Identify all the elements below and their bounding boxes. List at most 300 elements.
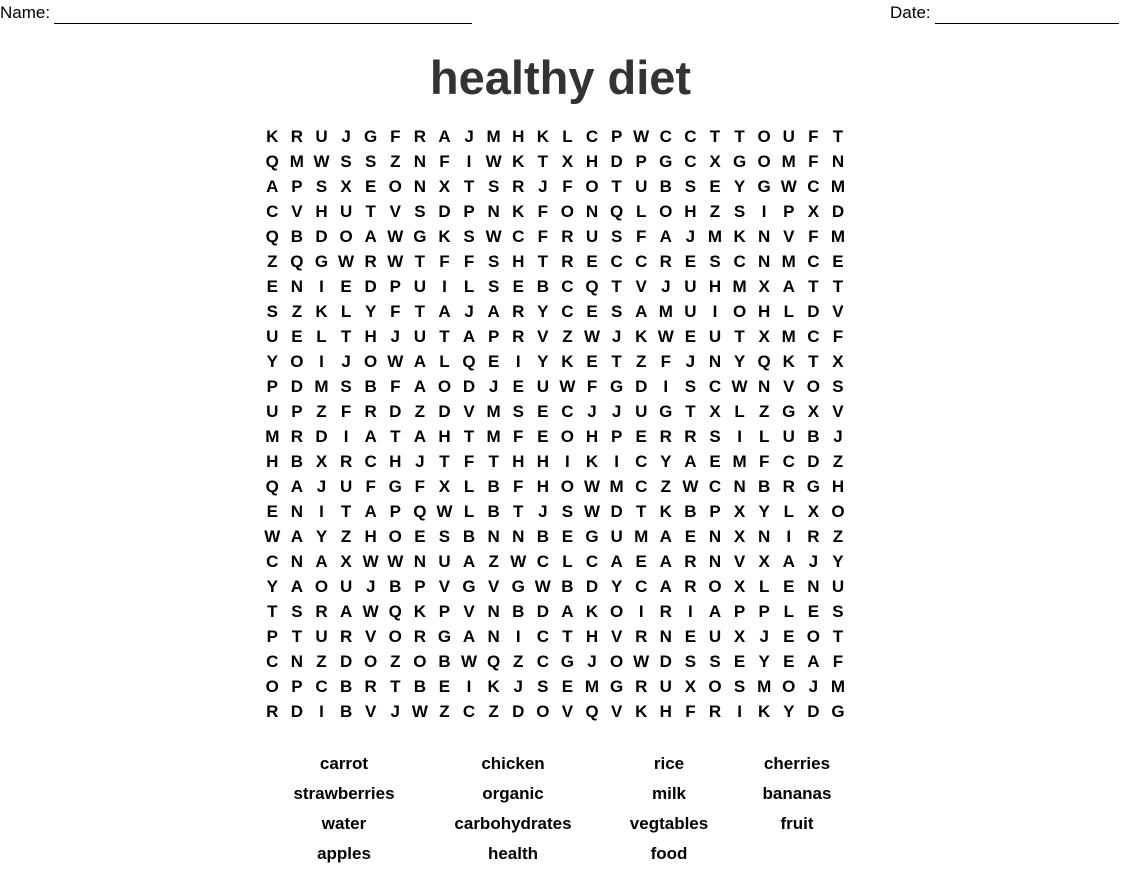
grid-letter[interactable]: C <box>536 627 549 646</box>
grid-letter[interactable]: U <box>610 527 623 546</box>
grid-letter[interactable]: W <box>338 252 355 271</box>
grid-letter[interactable]: X <box>709 152 721 171</box>
grid-letter[interactable]: Y <box>832 552 844 571</box>
grid-letter[interactable]: M <box>732 277 747 296</box>
grid-letter[interactable]: A <box>462 327 476 346</box>
grid-letter[interactable]: W <box>362 552 379 571</box>
grid-letter[interactable]: R <box>339 452 353 471</box>
grid-letter[interactable]: H <box>585 627 599 646</box>
grid-letter[interactable]: D <box>610 502 623 521</box>
grid-letter[interactable]: R <box>339 627 353 646</box>
grid-letter[interactable]: Q <box>462 352 476 371</box>
grid-letter[interactable]: T <box>340 502 352 521</box>
grid-letter[interactable]: B <box>413 677 426 696</box>
grid-letter[interactable]: O <box>732 302 747 321</box>
grid-letter[interactable]: K <box>782 352 795 371</box>
grid-letter[interactable]: H <box>708 277 722 296</box>
grid-letter[interactable]: F <box>439 152 450 171</box>
grid-letter[interactable]: X <box>832 352 844 371</box>
grid-letter[interactable]: H <box>659 702 672 721</box>
grid-letter[interactable]: C <box>708 477 722 496</box>
grid-letter[interactable]: W <box>559 377 576 396</box>
grid-letter[interactable]: A <box>659 527 672 546</box>
grid-letter[interactable]: V <box>733 552 746 571</box>
grid-letter[interactable]: A <box>364 502 377 521</box>
grid-letter[interactable]: V <box>783 227 795 246</box>
grid-letter[interactable]: R <box>413 627 426 646</box>
grid-letter[interactable]: M <box>486 427 501 446</box>
grid-letter[interactable]: P <box>709 502 721 521</box>
grid-letter[interactable]: T <box>537 152 549 171</box>
grid-letter[interactable]: R <box>561 227 574 246</box>
grid-letter[interactable]: C <box>610 252 623 271</box>
grid-letter[interactable]: L <box>562 552 573 571</box>
grid-letter[interactable]: G <box>806 477 820 496</box>
grid-letter[interactable]: R <box>659 602 672 621</box>
grid-letter[interactable]: J <box>538 502 548 521</box>
grid-letter[interactable]: Y <box>733 352 746 371</box>
grid-letter[interactable]: G <box>388 477 402 496</box>
grid-letter[interactable]: R <box>290 427 304 446</box>
grid-letter[interactable]: W <box>583 502 601 521</box>
grid-letter[interactable]: S <box>340 152 352 171</box>
grid-letter[interactable]: X <box>438 477 451 496</box>
grid-letter[interactable]: E <box>783 577 795 596</box>
grid-letter[interactable]: G <box>609 677 624 696</box>
grid-letter[interactable]: L <box>758 577 770 596</box>
grid-letter[interactable]: E <box>438 677 451 696</box>
grid-letter[interactable]: U <box>438 552 451 571</box>
grid-letter[interactable]: U <box>782 127 795 146</box>
grid-letter[interactable]: K <box>585 602 599 621</box>
grid-letter[interactable]: L <box>463 502 475 521</box>
grid-letter[interactable]: N <box>585 202 599 221</box>
grid-letter[interactable]: O <box>659 202 673 221</box>
grid-letter[interactable]: U <box>831 577 845 596</box>
grid-letter[interactable]: E <box>684 527 697 546</box>
grid-letter[interactable]: F <box>340 402 352 421</box>
grid-letter[interactable]: I <box>319 702 324 721</box>
grid-letter[interactable]: A <box>438 127 451 146</box>
grid-letter[interactable]: X <box>733 527 746 546</box>
grid-letter[interactable]: T <box>439 327 450 346</box>
grid-letter[interactable]: K <box>487 677 500 696</box>
grid-letter[interactable]: S <box>340 377 352 396</box>
grid-letter[interactable]: G <box>437 627 452 646</box>
grid-letter[interactable]: A <box>782 552 795 571</box>
grid-letter[interactable]: S <box>512 402 524 421</box>
grid-letter[interactable]: B <box>438 652 451 671</box>
grid-letter[interactable]: Z <box>660 477 671 496</box>
grid-letter[interactable]: G <box>732 152 747 171</box>
grid-letter[interactable]: Z <box>832 452 844 471</box>
grid-letter[interactable]: Q <box>757 352 771 371</box>
grid-letter[interactable]: W <box>583 477 601 496</box>
grid-letter[interactable]: O <box>757 152 771 171</box>
grid-letter[interactable]: C <box>659 127 672 146</box>
grid-letter[interactable]: E <box>684 627 697 646</box>
grid-letter[interactable]: A <box>635 302 648 321</box>
grid-letter[interactable]: B <box>290 452 304 471</box>
grid-letter[interactable]: I <box>442 277 447 296</box>
grid-letter[interactable]: I <box>466 677 472 696</box>
grid-letter[interactable]: O <box>708 677 722 696</box>
grid-letter[interactable]: I <box>663 377 669 396</box>
grid-letter[interactable]: R <box>561 252 574 271</box>
grid-letter[interactable]: D <box>610 152 623 171</box>
grid-letter[interactable]: J <box>464 127 474 146</box>
grid-letter[interactable]: H <box>831 477 845 496</box>
grid-letter[interactable]: A <box>315 552 328 571</box>
grid-letter[interactable]: F <box>808 227 819 246</box>
grid-letter[interactable]: E <box>783 652 795 671</box>
grid-letter[interactable]: O <box>782 677 796 696</box>
grid-letter[interactable]: M <box>314 377 329 396</box>
grid-letter[interactable]: T <box>537 252 549 271</box>
grid-letter[interactable]: T <box>267 602 278 621</box>
grid-letter[interactable]: E <box>586 252 598 271</box>
grid-letter[interactable]: J <box>661 277 671 296</box>
grid-letter[interactable]: K <box>758 702 771 721</box>
grid-letter[interactable]: C <box>266 552 279 571</box>
grid-letter[interactable]: W <box>387 252 404 271</box>
grid-letter[interactable]: X <box>315 452 328 471</box>
grid-letter[interactable]: U <box>659 677 672 696</box>
grid-letter[interactable]: K <box>512 152 525 171</box>
grid-letter[interactable]: Y <box>733 177 746 196</box>
grid-letter[interactable]: H <box>536 477 549 496</box>
grid-letter[interactable]: D <box>462 377 476 396</box>
grid-letter[interactable]: B <box>290 227 304 246</box>
grid-letter[interactable]: J <box>464 302 474 321</box>
grid-letter[interactable]: O <box>265 677 279 696</box>
grid-letter[interactable]: R <box>290 127 304 146</box>
grid-letter[interactable]: B <box>561 577 574 596</box>
grid-letter[interactable]: B <box>684 502 697 521</box>
grid-letter[interactable]: M <box>830 177 846 196</box>
grid-letter[interactable]: X <box>438 177 451 196</box>
grid-letter[interactable]: M <box>757 677 772 696</box>
grid-letter[interactable]: C <box>364 452 377 471</box>
grid-letter[interactable]: R <box>364 402 377 421</box>
grid-letter[interactable]: T <box>808 277 819 296</box>
grid-letter[interactable]: M <box>781 327 796 346</box>
grid-letter[interactable]: C <box>635 252 648 271</box>
grid-letter[interactable]: Z <box>390 652 401 671</box>
grid-letter[interactable]: N <box>487 527 500 546</box>
grid-letter[interactable]: S <box>733 677 746 696</box>
grid-letter[interactable]: A <box>561 602 574 621</box>
grid-letter[interactable]: Z <box>414 402 426 421</box>
grid-letter[interactable]: T <box>685 402 696 421</box>
grid-letter[interactable]: V <box>487 577 500 596</box>
grid-letter[interactable]: W <box>682 477 699 496</box>
grid-letter[interactable]: F <box>832 652 844 671</box>
grid-letter[interactable]: J <box>759 627 769 646</box>
grid-letter[interactable]: S <box>487 252 500 271</box>
grid-letter[interactable]: T <box>488 452 499 471</box>
grid-letter[interactable]: O <box>339 227 353 246</box>
grid-letter[interactable]: I <box>319 352 324 371</box>
grid-letter[interactable]: D <box>807 302 820 321</box>
grid-letter[interactable]: U <box>782 427 795 446</box>
grid-letter[interactable]: Z <box>267 252 278 271</box>
grid-letter[interactable]: Z <box>340 527 352 546</box>
grid-letter[interactable]: N <box>831 152 845 171</box>
grid-letter[interactable]: M <box>830 677 846 696</box>
grid-letter[interactable]: E <box>537 402 549 421</box>
grid-letter[interactable]: F <box>832 327 844 346</box>
grid-letter[interactable]: Q <box>388 602 402 621</box>
grid-letter[interactable]: V <box>389 202 401 221</box>
grid-letter[interactable]: G <box>511 577 525 596</box>
grid-letter[interactable]: K <box>561 352 574 371</box>
grid-letter[interactable]: O <box>806 377 820 396</box>
grid-letter[interactable]: W <box>264 527 281 546</box>
grid-letter[interactable]: S <box>684 177 697 196</box>
grid-letter[interactable]: Y <box>660 452 672 471</box>
grid-letter[interactable]: A <box>684 452 697 471</box>
grid-letter[interactable]: A <box>266 177 279 196</box>
grid-letter[interactable]: U <box>585 227 599 246</box>
grid-letter[interactable]: O <box>585 177 599 196</box>
grid-letter[interactable]: V <box>291 202 303 221</box>
grid-letter[interactable]: B <box>487 477 500 496</box>
grid-letter[interactable]: X <box>709 402 721 421</box>
grid-letter[interactable]: J <box>587 652 597 671</box>
grid-letter[interactable]: H <box>684 202 697 221</box>
grid-letter[interactable]: T <box>611 352 622 371</box>
grid-letter[interactable]: H <box>438 427 451 446</box>
grid-letter[interactable]: I <box>319 502 324 521</box>
grid-letter[interactable]: X <box>733 577 746 596</box>
grid-letter[interactable]: F <box>586 377 598 396</box>
grid-letter[interactable]: T <box>414 252 426 271</box>
grid-letter[interactable]: I <box>737 427 742 446</box>
grid-letter[interactable]: B <box>364 377 377 396</box>
grid-letter[interactable]: R <box>635 677 648 696</box>
grid-letter[interactable]: A <box>708 602 722 621</box>
grid-letter[interactable]: C <box>561 302 574 321</box>
grid-letter[interactable]: J <box>808 552 819 571</box>
grid-letter[interactable]: V <box>463 402 475 421</box>
grid-letter[interactable]: K <box>733 227 746 246</box>
grid-letter[interactable]: Y <box>758 652 770 671</box>
grid-letter[interactable]: T <box>562 627 573 646</box>
grid-letter[interactable]: B <box>758 477 771 496</box>
grid-letter[interactable]: P <box>610 127 623 146</box>
grid-letter[interactable]: J <box>415 452 425 471</box>
grid-letter[interactable]: E <box>586 352 598 371</box>
grid-letter[interactable]: C <box>536 552 549 571</box>
grid-letter[interactable]: L <box>463 277 475 296</box>
grid-letter[interactable]: R <box>807 527 820 546</box>
grid-letter[interactable]: D <box>438 202 451 221</box>
grid-letter[interactable]: E <box>709 452 721 471</box>
grid-letter[interactable]: O <box>290 352 304 371</box>
grid-letter[interactable]: D <box>389 402 402 421</box>
grid-letter[interactable]: S <box>733 202 746 221</box>
grid-letter[interactable]: H <box>758 302 771 321</box>
grid-letter[interactable]: P <box>438 602 451 621</box>
grid-letter[interactable]: L <box>783 502 794 521</box>
grid-letter[interactable]: I <box>319 277 324 296</box>
grid-letter[interactable]: R <box>364 677 377 696</box>
grid-letter[interactable]: M <box>486 127 501 146</box>
grid-letter[interactable]: O <box>560 427 575 446</box>
grid-letter[interactable]: K <box>635 702 648 721</box>
grid-letter[interactable]: L <box>463 477 475 496</box>
grid-letter[interactable]: D <box>585 577 599 596</box>
grid-letter[interactable]: O <box>609 602 624 621</box>
grid-letter[interactable]: E <box>684 252 697 271</box>
grid-letter[interactable]: S <box>315 177 328 196</box>
grid-letter[interactable]: K <box>585 452 599 471</box>
grid-letter[interactable]: D <box>364 277 377 296</box>
grid-letter[interactable]: O <box>806 627 820 646</box>
grid-letter[interactable]: B <box>659 177 672 196</box>
grid-letter[interactable]: V <box>610 627 623 646</box>
grid-letter[interactable]: I <box>688 602 693 621</box>
grid-letter[interactable]: D <box>831 202 845 221</box>
grid-letter[interactable]: W <box>583 327 601 346</box>
grid-letter[interactable]: H <box>512 252 525 271</box>
grid-letter[interactable]: V <box>365 702 377 721</box>
grid-letter[interactable]: C <box>807 327 820 346</box>
grid-letter[interactable]: T <box>734 127 745 146</box>
grid-letter[interactable]: V <box>463 602 475 621</box>
grid-letter[interactable]: K <box>512 202 525 221</box>
grid-letter[interactable]: V <box>561 702 574 721</box>
grid-letter[interactable]: I <box>565 452 570 471</box>
grid-letter[interactable]: N <box>733 477 746 496</box>
grid-letter[interactable]: E <box>512 277 524 296</box>
grid-letter[interactable]: R <box>512 302 525 321</box>
grid-letter[interactable]: V <box>832 402 844 421</box>
grid-letter[interactable]: J <box>685 227 696 246</box>
grid-letter[interactable]: F <box>636 227 647 246</box>
grid-letter[interactable]: D <box>315 227 328 246</box>
grid-letter[interactable]: V <box>365 627 377 646</box>
grid-letter[interactable]: G <box>782 402 796 421</box>
grid-letter[interactable]: F <box>390 377 401 396</box>
grid-letter[interactable]: F <box>808 127 819 146</box>
grid-letter[interactable]: B <box>487 502 500 521</box>
grid-letter[interactable]: J <box>808 677 819 696</box>
grid-letter[interactable]: N <box>487 602 500 621</box>
grid-letter[interactable]: H <box>585 427 599 446</box>
grid-letter[interactable]: V <box>537 327 549 346</box>
grid-letter[interactable]: X <box>733 627 746 646</box>
grid-letter[interactable]: M <box>658 302 673 321</box>
grid-letter[interactable]: P <box>487 327 500 346</box>
grid-letter[interactable]: Q <box>265 152 279 171</box>
grid-letter[interactable]: F <box>758 452 770 471</box>
grid-letter[interactable]: S <box>832 602 844 621</box>
grid-letter[interactable]: T <box>439 452 450 471</box>
grid-letter[interactable]: Z <box>291 302 303 321</box>
grid-letter[interactable]: C <box>635 577 648 596</box>
grid-letter[interactable]: N <box>290 502 304 521</box>
grid-letter[interactable]: X <box>758 327 770 346</box>
grid-letter[interactable]: O <box>413 652 427 671</box>
grid-letter[interactable]: E <box>807 602 820 621</box>
grid-letter[interactable]: S <box>709 652 721 671</box>
grid-letter[interactable]: U <box>339 202 353 221</box>
grid-letter[interactable]: Q <box>609 202 624 221</box>
grid-letter[interactable]: L <box>562 127 573 146</box>
grid-letter[interactable]: D <box>536 602 549 621</box>
grid-letter[interactable]: D <box>290 702 304 721</box>
grid-letter[interactable]: F <box>685 702 696 721</box>
grid-letter[interactable]: F <box>808 152 819 171</box>
grid-letter[interactable]: U <box>708 627 722 646</box>
grid-letter[interactable]: O <box>536 702 550 721</box>
grid-letter[interactable]: T <box>390 677 401 696</box>
grid-letter[interactable]: F <box>562 177 573 196</box>
grid-letter[interactable]: J <box>390 327 400 346</box>
grid-letter[interactable]: O <box>388 627 402 646</box>
grid-letter[interactable]: N <box>708 352 722 371</box>
grid-letter[interactable]: W <box>657 327 674 346</box>
grid-letter[interactable]: C <box>807 252 820 271</box>
grid-letter[interactable]: M <box>732 452 747 471</box>
grid-letter[interactable]: M <box>830 227 846 246</box>
grid-letter[interactable]: Q <box>290 252 304 271</box>
grid-letter[interactable]: T <box>832 127 844 146</box>
grid-letter[interactable]: U <box>339 577 353 596</box>
grid-letter[interactable]: R <box>659 252 672 271</box>
grid-letter[interactable]: F <box>463 252 475 271</box>
grid-letter[interactable]: T <box>832 627 844 646</box>
grid-letter[interactable]: G <box>462 577 476 596</box>
grid-letter[interactable]: E <box>414 527 426 546</box>
grid-letter[interactable]: W <box>510 552 527 571</box>
grid-letter[interactable]: Z <box>316 652 327 671</box>
grid-letter[interactable]: V <box>635 277 647 296</box>
grid-letter[interactable]: H <box>512 127 525 146</box>
grid-letter[interactable]: N <box>758 227 771 246</box>
grid-letter[interactable]: U <box>339 477 353 496</box>
grid-letter[interactable]: J <box>341 352 351 371</box>
grid-letter[interactable]: S <box>684 377 697 396</box>
grid-letter[interactable]: T <box>463 427 475 446</box>
grid-letter[interactable]: E <box>561 527 574 546</box>
grid-letter[interactable]: J <box>611 402 622 421</box>
grid-letter[interactable]: I <box>786 527 792 546</box>
grid-letter[interactable]: D <box>807 452 820 471</box>
grid-letter[interactable]: W <box>485 152 502 171</box>
grid-letter[interactable]: F <box>390 127 401 146</box>
grid-letter[interactable]: K <box>315 302 328 321</box>
grid-letter[interactable]: Q <box>487 652 501 671</box>
grid-letter[interactable]: J <box>538 177 548 196</box>
grid-letter[interactable]: H <box>585 152 599 171</box>
grid-letter[interactable]: E <box>832 252 844 271</box>
grid-letter[interactable]: N <box>290 277 304 296</box>
grid-letter[interactable]: R <box>684 577 697 596</box>
grid-letter[interactable]: A <box>487 302 500 321</box>
grid-letter[interactable]: B <box>339 702 353 721</box>
grid-letter[interactable]: G <box>413 227 427 246</box>
grid-letter[interactable]: F <box>513 477 524 496</box>
grid-letter[interactable]: U <box>536 377 549 396</box>
grid-letter[interactable]: I <box>515 627 521 646</box>
grid-letter[interactable]: K <box>266 127 279 146</box>
grid-letter[interactable]: R <box>315 602 328 621</box>
grid-letter[interactable]: C <box>462 702 476 721</box>
grid-letter[interactable]: O <box>708 577 722 596</box>
